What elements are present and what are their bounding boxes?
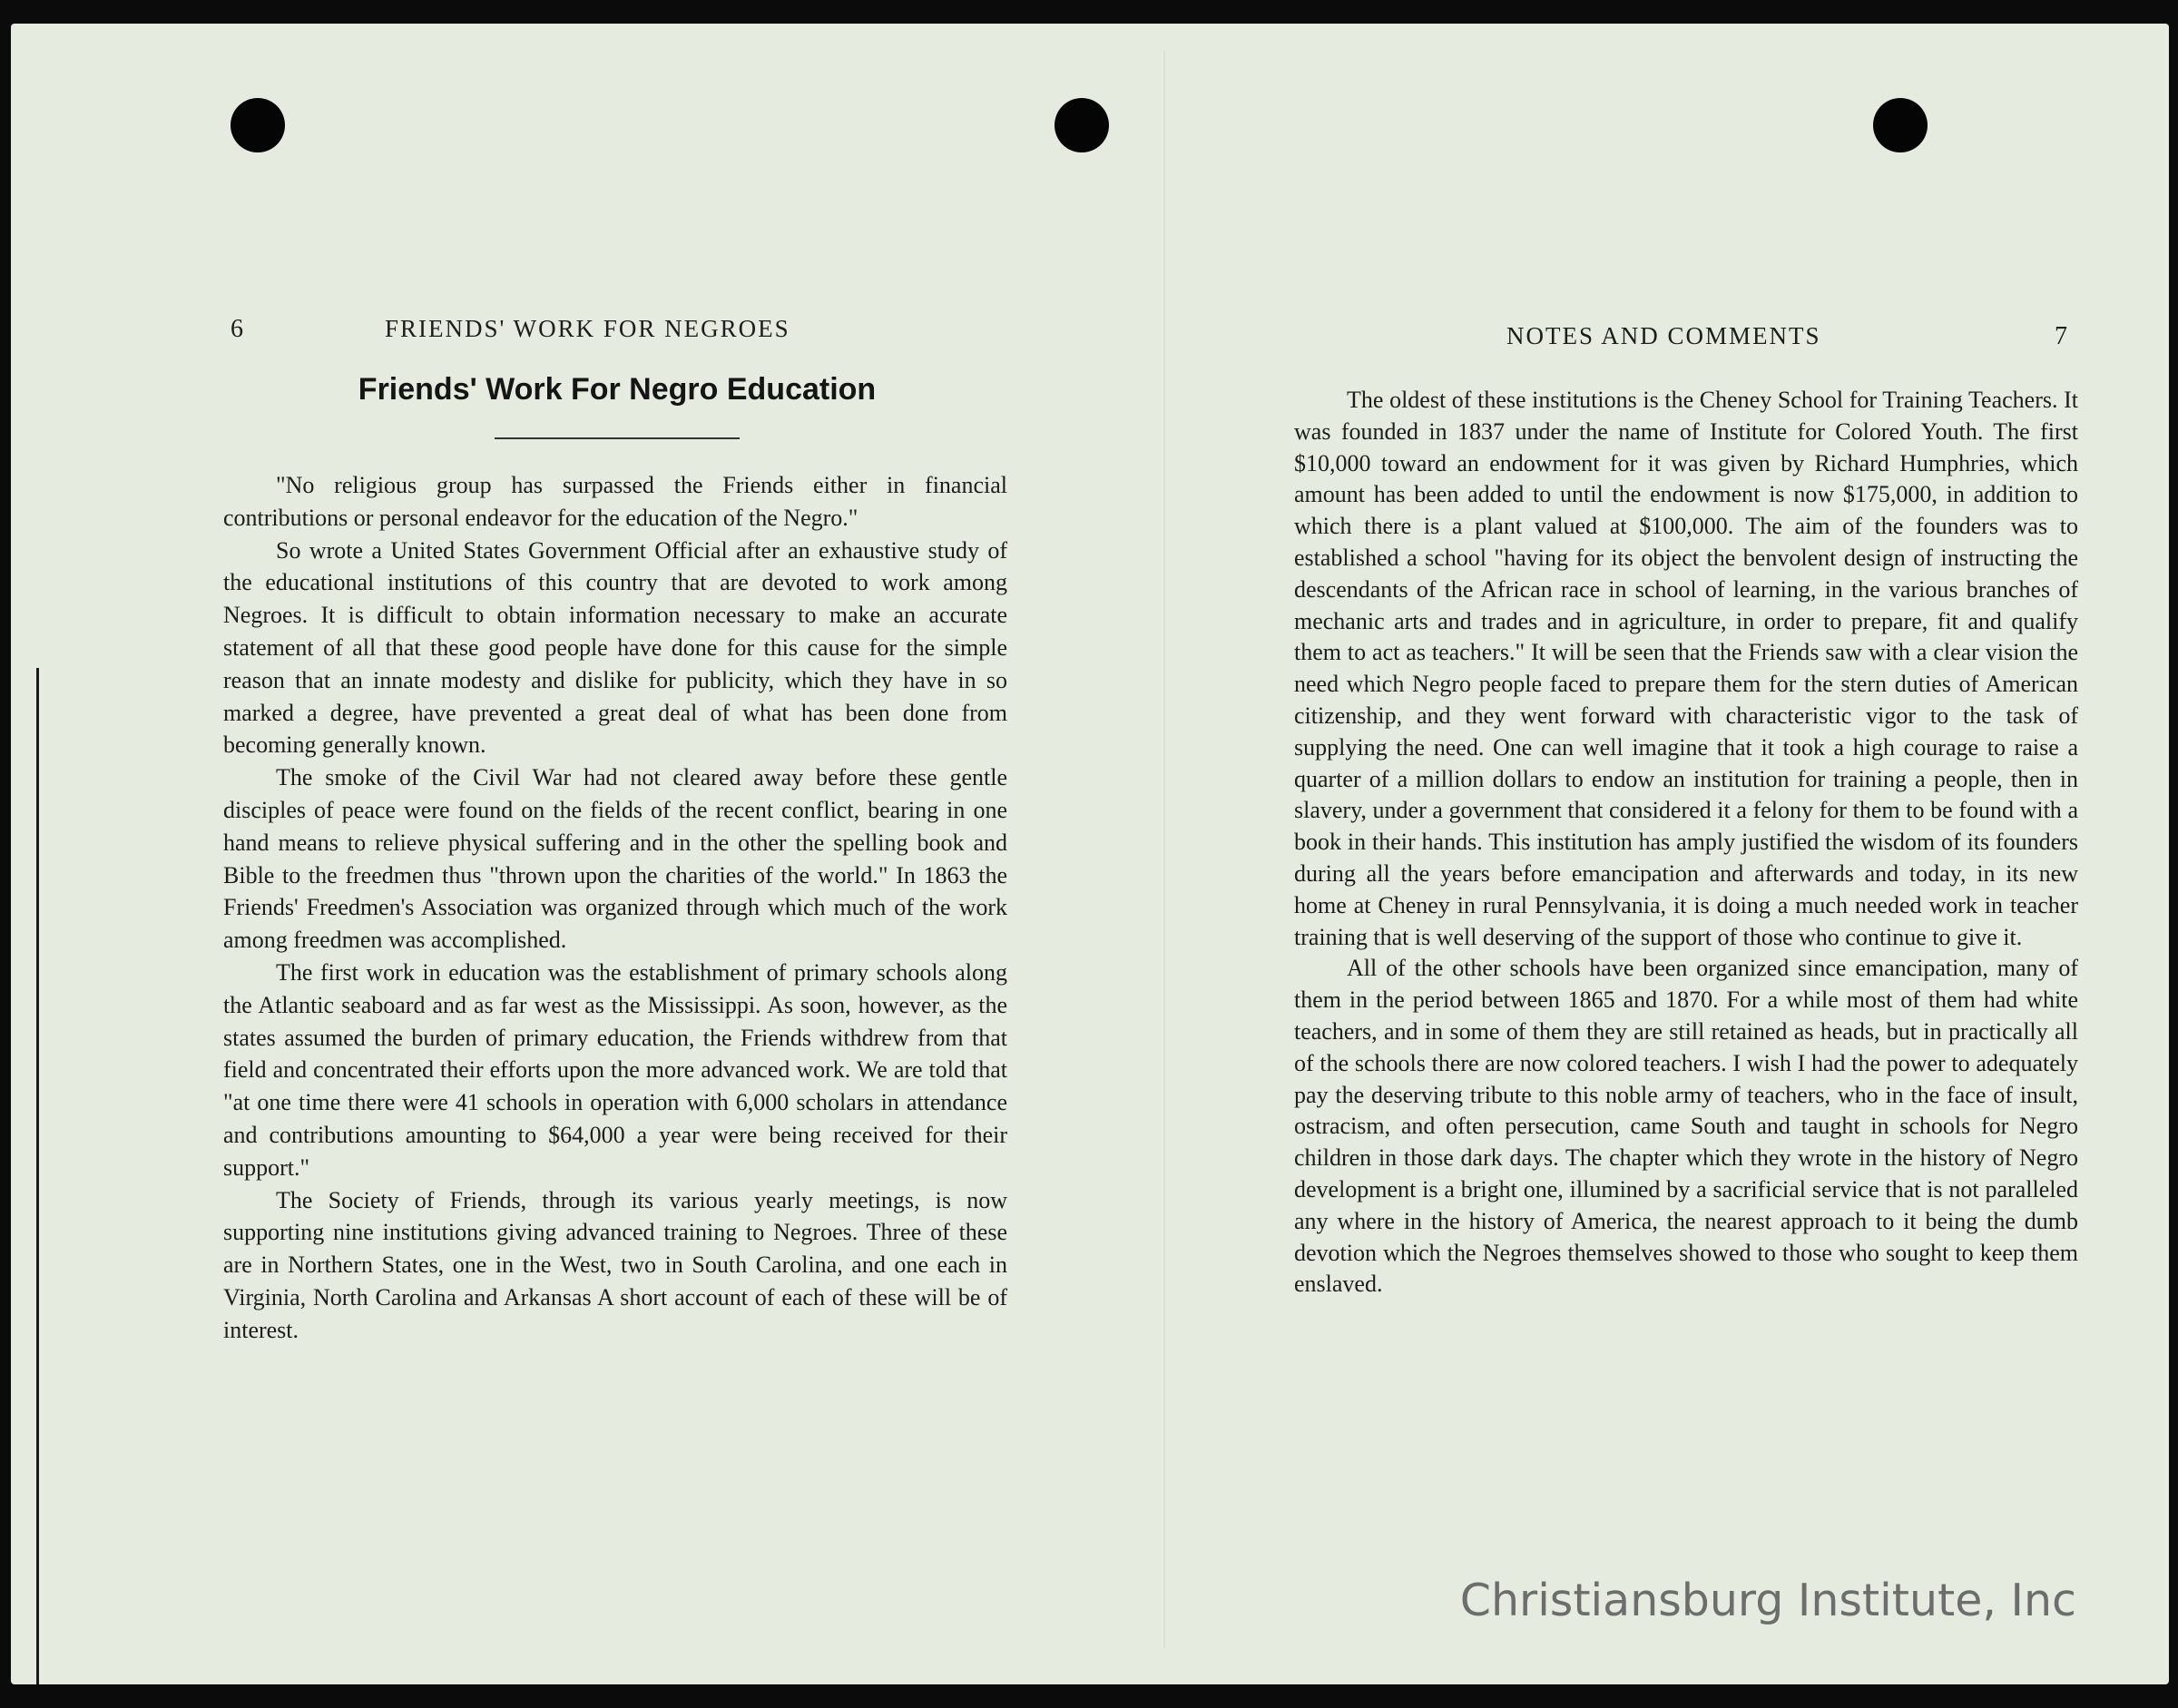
- center-fold: [1163, 51, 1165, 1648]
- article-title: Friends' Work For Negro Education: [358, 372, 877, 407]
- right-page-number: 7: [2055, 322, 2067, 350]
- left-page-number: 6: [231, 315, 243, 343]
- punch-hole-right: [1873, 98, 1928, 152]
- paragraph: The oldest of these institutions is the Cheney School for Training Teachers. It was founded in 1837 under the name of Institute for Colored Youth. The first $10,000 toward an endowment for it was given by Richard Humphries, which amount has been added to until the endowment is now $175,000, in addition to which there is a plant valued at $100,000. The aim of the founders was to established a school "having for its object the benvolent design of instructing the descendants of the African race in school of learning, in the various branches of mechanic arts and trades and in agriculture, in order to prepare, fit and qualify them to act as teachers." It will be seen that the Friends saw with a clear vision the need which Negro people faced to prepare them for the stern duties of American citizenship, and they went forward with characteristic vigor to the task of supplying the need. One can well imagine that it took a high courage to raise a quarter of a million dollars to endow an institution for training a people, then in slavery, under a government that considered it a felony for them to be found with a book in their hands. This institution has amply justified the wisdom of its founders during all the years before emancipation and afterwards and today, in its new home at Cheney in rural Pennsylvania, it is doing a much needed work in teacher training that is well deserving of the support of those who continue to give it.: [1294, 387, 2078, 950]
- paragraph: The Society of Friends, through its various yearly meetings, is now supporting nine institutions giving advanced training to Negroes. Three of these are in Northern States, one in the West, two in South Carolina, and one each in Virginia, North Carolina and Arkansas A short account of each of these will be of interest.: [223, 1186, 1007, 1343]
- title-rule: [495, 437, 740, 439]
- left-running-head: FRIENDS' WORK FOR NEGROES: [385, 315, 790, 342]
- paragraph: So wrote a United States Government Official after an exhaustive study of the educational institutions of this country that are devoted to work among Negroes. It is difficult to obtain information necessary to make an accurate statement of all that these good people have done for this cause for the simple reason that an innate modesty and dislike for publicity, which they have in so marked a degree, have prevented a great deal of what has been done from becoming generally known.: [223, 536, 1007, 759]
- punch-hole-center: [1055, 98, 1109, 152]
- paragraph: All of the other schools have been organized since emancipation, many of them in the period between 1865 and 1870. For a while most of them had white teachers, and in some of them they are still retained as heads, but in practically all of the schools there are now colored teachers. I wish I had the power to adequately pay the deserving tribute to this noble army of teachers, who in the face of insult, ostracism, and often persecution, came South and taught in schools for Negro children in those dark days. The chapter which they wrote in the history of Negro development is a bright one, illumined by a sacrificial service that is not paralleled any where in the history of America, the nearest approach to it being the dumb devotion which the Negroes themselves showed to those who sought to keep them enslaved.: [1294, 955, 2078, 1298]
- left-page-body: [223, 469, 1007, 1347]
- paragraph: The smoke of the Civil War had not cleared away before these gentle disciples of peace were found on the fields of the recent conflict, bearing in one hand means to relieve physical suffering and in the other the spelling book and Bible to the freedmen thus "thrown upon the charities of the world." In 1863 the Friends' Freedmen's Association was organized through which much of the work among freedmen was accomplished.: [223, 764, 1007, 954]
- punch-hole-left: [231, 98, 285, 152]
- paragraph: "No religious group has surpassed the Friends either in financial contributions or personal endeavor for the education of the Negro.": [223, 472, 1007, 531]
- page-edge-line: [36, 668, 39, 1684]
- watermark: Christiansburg Institute, Inc: [1459, 1575, 2076, 1626]
- paragraph: The first work in education was the establishment of primary schools along the Atlantic seaboard and as far west as the Mississippi. As soon, however, as the states assumed the burden of primary education, the Friends withdrew from that field and concentrated their efforts upon the more advanced work. We are told that "at one time there were 41 schools in operation with 6,000 scholars in attendance and contributions amounting to $64,000 a year were being received for their support.": [223, 958, 1007, 1181]
- right-running-head: NOTES AND COMMENTS: [1506, 322, 1821, 349]
- right-page-body: [1294, 385, 2078, 1301]
